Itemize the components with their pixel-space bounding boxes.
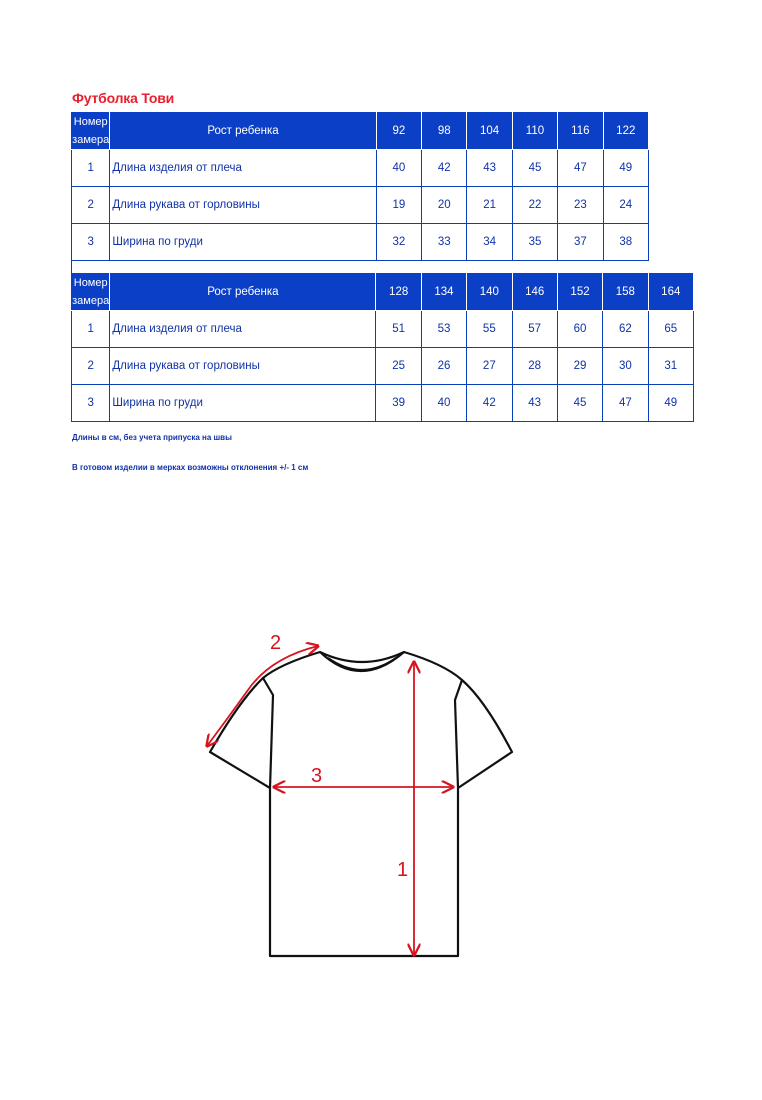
- measure-number-header-line1: Номер: [73, 277, 108, 289]
- size-header: 128: [376, 274, 421, 311]
- measure-number: 1: [72, 150, 110, 187]
- measure-value: 32: [376, 224, 421, 261]
- measure-value: 43: [512, 385, 557, 422]
- measure-value: 42: [422, 150, 467, 187]
- child-height-header: Рост ребенка: [110, 113, 376, 150]
- table-row: [72, 311, 694, 348]
- table-row: [72, 385, 694, 422]
- table-row: [72, 348, 694, 385]
- measure-value: 51: [376, 311, 421, 348]
- measure-number-header-line1: Номер: [73, 116, 108, 128]
- measure-number: 2: [72, 187, 110, 224]
- measure-name: Длина рукава от горловины: [110, 187, 376, 224]
- measure-number: 2: [72, 348, 110, 385]
- chest-label: 3: [311, 765, 323, 787]
- size-header: 116: [558, 113, 603, 150]
- sleeve-label: 2: [270, 632, 282, 654]
- measure-value: 57: [512, 311, 557, 348]
- size-header: 98: [422, 113, 467, 150]
- measure-number-header-line2: замера: [72, 134, 110, 146]
- measure-number-header: [72, 113, 110, 150]
- measure-value: 24: [603, 187, 648, 224]
- measure-value: 34: [467, 224, 512, 261]
- measure-value: 22: [512, 187, 557, 224]
- tshirt-outline: [210, 652, 512, 956]
- measure-value: 33: [422, 224, 467, 261]
- measure-name: Ширина по груди: [110, 385, 376, 422]
- measure-value: 43: [467, 150, 512, 187]
- size-table-1: [71, 112, 649, 261]
- measure-value: 47: [558, 150, 603, 187]
- measure-value: 47: [603, 385, 648, 422]
- units-note: Длины в см, без учета припуска на швы: [72, 433, 232, 442]
- size-header: 104: [467, 113, 512, 150]
- tshirt-measurement-diagram: [0, 600, 762, 980]
- length-label: 1: [397, 859, 409, 881]
- measure-value: 40: [421, 385, 466, 422]
- size-header: 146: [512, 274, 557, 311]
- measure-value: 19: [376, 187, 421, 224]
- measure-number: 1: [72, 311, 110, 348]
- measure-value: 45: [512, 150, 557, 187]
- size-header: 122: [603, 113, 648, 150]
- measure-value: 31: [648, 348, 693, 385]
- measure-value: 62: [603, 311, 648, 348]
- measure-value: 23: [558, 187, 603, 224]
- measure-value: 40: [376, 150, 421, 187]
- measure-value: 45: [557, 385, 602, 422]
- measure-value: 42: [467, 385, 512, 422]
- measure-value: 37: [558, 224, 603, 261]
- measure-value: 49: [603, 150, 648, 187]
- measure-value: 20: [422, 187, 467, 224]
- tolerance-note: В готовом изделии в мерках возможны отклонения +/- 1 см: [72, 463, 309, 472]
- size-header: 152: [557, 274, 602, 311]
- size-header: 158: [603, 274, 648, 311]
- table-row: [72, 150, 649, 187]
- size-header: 140: [467, 274, 512, 311]
- measure-name: Ширина по груди: [110, 224, 376, 261]
- measure-value: 26: [421, 348, 466, 385]
- measure-value: 35: [512, 224, 557, 261]
- table-row: [72, 187, 649, 224]
- measure-number: 3: [72, 385, 110, 422]
- measure-number: 3: [72, 224, 110, 261]
- measure-value: 38: [603, 224, 648, 261]
- measure-value: 39: [376, 385, 421, 422]
- size-table-2: [71, 273, 694, 422]
- size-header: 110: [512, 113, 557, 150]
- size-header: 134: [421, 274, 466, 311]
- measure-value: 49: [648, 385, 693, 422]
- measure-value: 30: [603, 348, 648, 385]
- page-title: Футболка Тови: [72, 90, 175, 106]
- measure-name: Длина изделия от плеча: [110, 150, 376, 187]
- size-header: 92: [376, 113, 421, 150]
- table-row: [72, 224, 649, 261]
- measure-value: 27: [467, 348, 512, 385]
- measure-value: 21: [467, 187, 512, 224]
- measure-value: 53: [421, 311, 466, 348]
- measure-value: 28: [512, 348, 557, 385]
- measure-value: 60: [557, 311, 602, 348]
- size-header: 164: [648, 274, 693, 311]
- table-separator: [71, 261, 695, 273]
- measure-value: 29: [557, 348, 602, 385]
- measure-number-header: [72, 274, 110, 311]
- measure-name: Длина рукава от горловины: [110, 348, 376, 385]
- measure-number-header-line2: замера: [72, 295, 110, 307]
- measure-value: 25: [376, 348, 421, 385]
- measure-value: 55: [467, 311, 512, 348]
- measure-name: Длина изделия от плеча: [110, 311, 376, 348]
- measure-arrows: [207, 646, 453, 955]
- child-height-header: Рост ребенка: [110, 274, 376, 311]
- measure-value: 65: [648, 311, 693, 348]
